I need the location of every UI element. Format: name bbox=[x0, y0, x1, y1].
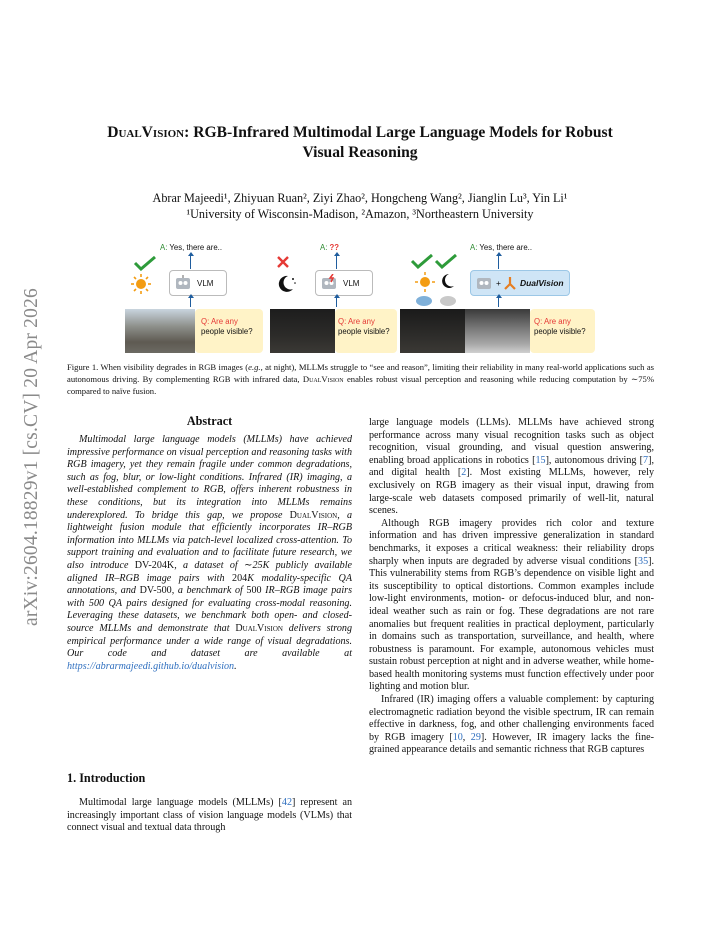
arrow-up-icon bbox=[190, 255, 191, 269]
citation-link[interactable]: 7 bbox=[643, 454, 649, 466]
figure-panel-dualvision bbox=[400, 243, 595, 358]
check-icon bbox=[133, 255, 157, 271]
cross-icon bbox=[276, 255, 290, 269]
moon-icon bbox=[274, 273, 296, 295]
citation-link[interactable]: 42 bbox=[281, 797, 292, 808]
question-box-2: Q: Are any people visible? bbox=[335, 309, 397, 353]
citation-link[interactable]: 29 bbox=[470, 731, 481, 743]
double-check-icon bbox=[410, 253, 458, 269]
abstract-body: Multimodal large language models (MLLMs) have achieved impressive performance on visual perception and reasoning tasks with RGB imagery, yet they remain fragile under common degradations, such as fog, blur, or low-light conditions. Infrared (IR) imaging, a well-established complement to RGB, offers inherent robustness in these conditions, but its integration into MLLMs remains underexplored. To bridge this gap, we propose DualVision, a lightweight fusion module that efficiently incorporates IR–RGB information into MLLMs via patch-level localized cross-attention. To support training and evaluation and to facilitate future research, we also introduce DV-204K, a dataset of ∼25K publicly available aligned IR–RGB image pairs with 204K modality-specific QA annotations, and DV-500, a benchmark of 500 IR–RGB image pairs with 500 QA pairs designed for evaluating cross-modal reasoning. Leveraging these datasets, we benchmark both open- and closed-source MLLMs and demonstrate that DualVision delivers strong empirical performance under a wide range of visual degradations. Our code and dataset are available at https://abrarmajeedi.github.io/dualvision. bbox=[67, 434, 353, 672]
figure-1 bbox=[125, 243, 595, 358]
vlm-model-box bbox=[169, 270, 227, 296]
title-line-2: Visual Reasoning bbox=[302, 144, 418, 161]
affiliation-list: ¹University of Wisconsin-Madison, ²Amazon, ³Northeastern University bbox=[186, 207, 534, 221]
citation-link[interactable]: 10 bbox=[452, 731, 463, 743]
arrow-up-icon bbox=[498, 255, 499, 269]
answer-text-3: A: Yes, there are.. bbox=[470, 243, 532, 252]
dualvision-label: DualVision bbox=[519, 278, 564, 288]
cathedral-photo-night bbox=[270, 309, 335, 353]
figure-panel-day bbox=[125, 243, 265, 358]
robot-icon bbox=[474, 274, 494, 292]
vlm-label: VLM bbox=[343, 278, 360, 288]
cathedral-photo-day bbox=[125, 309, 195, 353]
vlm-model-box bbox=[315, 270, 373, 296]
plus-sign: + bbox=[496, 278, 501, 288]
figure-caption: Figure 1. When visibility degrades in RGB images (e.g., at night), MLLMs struggle to “see and reason”, limiting their reliability in many real-world applications such as autonomous driving. By complementing RGB with infrared data, DualVision enables robust visual perception and reasoning while reducing computation by ∼75% compared to naïve fusion. bbox=[67, 362, 655, 396]
cathedral-photo-rgb-night bbox=[400, 309, 465, 353]
arrow-up-icon bbox=[190, 297, 191, 307]
arxiv-identifier: arXiv:2604.18829v1 [cs.CV] 20 Apr 2026 bbox=[21, 288, 42, 626]
right-column-text: large language models (LLMs). MLLMs have achieved strong performance across many visual recognition tasks such as object recognition, visual grounding, and visual question answering, enabling broad applications in robotics [15], autonomous driving [7], and digital health [2]. Most existing MLLMs, however, rely exclusively on RGB imagery as their visual input, drawing from large-scale web datasets composed primarily of well-lit, natural scenes. Although RGB imagery provides rich color and texture information and has driven impressive generalization in standard benchmarks, it exposes a critical weakness: their reliability drops sharply when inputs are degraded by adverse visual conditions [35]. This vulnerability stems from RGB’s dependence on visible light and its susceptibility to optical distortions. Common examples include low-light environments, motion- or defocus-induced blur, and non-ideal weather such as rain or fog. These degradations are not rare anomalies but frequent realities in practical deployment, particularly in domains such as transportation, surveillance, and health, where robustness is paramount. For example, autonomous vehicles must sustain robust perception at night and in adverse weather, while home-based health monitoring systems must function effectively under poor lighting and motion blur. Infrared (IR) imaging offers a valuable complement: by capturing electromagnetic radiation beyond the visible spectrum, IR can remain effective in darkness, fog, and other challenging environments faced by RGB imagery [10, 29]. However, IR imagery lacks the fine-grained appearance details and semantic richness that RGB captures bbox=[369, 417, 654, 756]
arrow-up-icon bbox=[336, 297, 337, 307]
robot-icon bbox=[173, 274, 193, 292]
question-box-1: Q: Are any people visible? bbox=[195, 309, 263, 353]
figure-panel-night bbox=[270, 243, 400, 358]
paper-title bbox=[70, 123, 650, 163]
citation-link[interactable]: 2 bbox=[461, 467, 467, 479]
weather-icons bbox=[414, 271, 474, 309]
answer-text-2: A: ?? bbox=[320, 243, 340, 252]
arrow-up-icon bbox=[498, 297, 499, 307]
robot-icon bbox=[319, 274, 339, 292]
author-list: Abrar Majeedi¹, Zhiyuan Ruan², Ziyi Zhao², Hongcheng Wang², Jianglin Lu³, Yin Li¹ bbox=[152, 191, 568, 205]
abstract-heading: Abstract bbox=[186, 414, 233, 428]
author-block bbox=[70, 190, 650, 222]
citation-link[interactable]: 35 bbox=[638, 555, 649, 567]
title-method-name: DualVision bbox=[107, 124, 185, 141]
cathedral-photo-infrared bbox=[465, 309, 530, 353]
question-box-3: Q: Are any people visible? bbox=[530, 309, 595, 353]
project-url-link[interactable]: https://abrarmajeedi.github.io/dualvision bbox=[67, 660, 235, 672]
section-heading-introduction: 1. Introduction bbox=[67, 771, 146, 785]
title-rest: : RGB-Infrared Multimodal Large Language Models for Robust bbox=[184, 124, 613, 141]
answer-text-1: A: Yes, there are.. bbox=[160, 243, 222, 252]
dualvision-model-box bbox=[470, 270, 570, 296]
arrow-up-icon bbox=[336, 255, 337, 269]
sun-icon bbox=[130, 273, 152, 295]
fusion-icon bbox=[503, 276, 517, 290]
intro-paragraph-left: Multimodal large language models (MLLMs) [42] represent an increasingly important class of vision language models (VLMs) that connect visual and textual data through bbox=[67, 797, 352, 834]
citation-link[interactable]: 15 bbox=[535, 454, 546, 466]
vlm-label: VLM bbox=[197, 278, 214, 288]
